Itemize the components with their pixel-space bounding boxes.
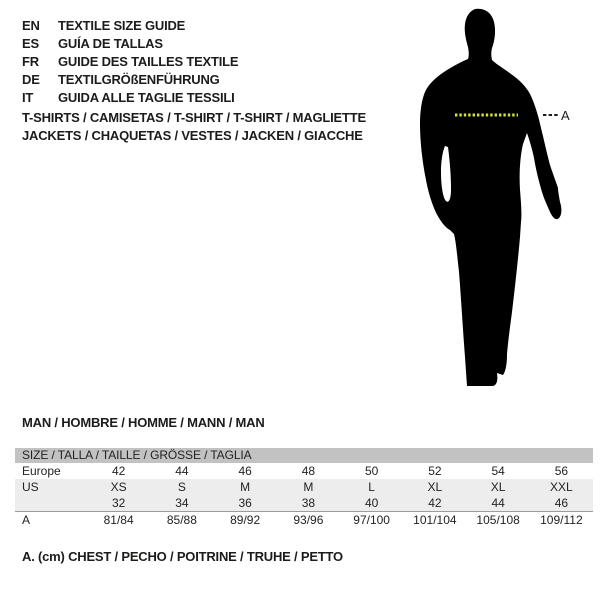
language-code: EN	[22, 17, 40, 33]
row-label: A	[22, 513, 31, 527]
table-cell: 48	[301, 464, 316, 478]
language-row	[22, 88, 238, 106]
section-title-man: MAN / HOMBRE / HOMME / MANN / MAN	[22, 415, 265, 430]
table-cell: 36	[238, 496, 252, 510]
table-cell: 52	[428, 464, 442, 478]
language-title: GUÍA DE TALLAS	[58, 35, 163, 51]
language-list	[22, 16, 238, 106]
man-silhouette-icon	[420, 9, 561, 386]
table-cell: 42	[111, 464, 126, 478]
table-cell: 44	[175, 464, 189, 478]
table-cell: M	[240, 480, 251, 494]
language-code: DE	[22, 71, 40, 87]
category-lines	[22, 109, 366, 145]
table-cell: 50	[364, 464, 379, 478]
language-row	[22, 16, 238, 34]
table-cell: XXL	[550, 480, 573, 494]
language-code: FR	[22, 53, 39, 69]
language-row	[22, 70, 238, 88]
table-cell: 46	[238, 464, 252, 478]
table-cell: 54	[491, 464, 505, 478]
table-cell: 105/108	[476, 513, 520, 527]
table-row-numeric	[15, 495, 593, 511]
language-row	[22, 34, 238, 52]
table-cell: 93/96	[293, 513, 324, 527]
table-cell: 38	[301, 496, 316, 510]
language-row	[22, 52, 238, 70]
category-line-jackets: JACKETS / CHAQUETAS / VESTES / JACKEN / GIACCHE	[22, 128, 363, 143]
size-table	[15, 448, 593, 529]
table-cell: 44	[491, 496, 505, 510]
row-label: US	[22, 480, 39, 494]
table-cell: XL	[490, 480, 506, 494]
table-cell: 81/84	[103, 513, 134, 527]
measure-label-a: A	[561, 108, 570, 123]
table-row-us	[15, 479, 593, 495]
table-cell: S	[177, 480, 186, 494]
table-cell: 34	[175, 496, 189, 510]
row-label: Europe	[22, 464, 61, 478]
language-title: TEXTILGRÖßENFÜHRUNG	[58, 71, 220, 87]
language-title: TEXTILE SIZE GUIDE	[58, 17, 186, 33]
language-title: GUIDE DES TAILLES TEXTILE	[58, 53, 239, 69]
table-cell: 97/100	[353, 513, 390, 527]
size-guide-figure	[415, 2, 575, 392]
table-cell: 40	[364, 496, 379, 510]
row-label	[15, 495, 87, 511]
table-cell: XS	[110, 480, 127, 494]
table-cell: 109/112	[540, 513, 583, 527]
language-code: ES	[22, 35, 39, 51]
footnote-chest-measure: A. (cm) CHEST / PECHO / POITRINE / TRUHE / PETTO	[22, 549, 343, 564]
language-title: GUIDA ALLE TAGLIE TESSILI	[58, 89, 235, 105]
table-cell: XL	[427, 480, 443, 494]
table-row-europe	[15, 463, 593, 479]
category-line-tshirts: T-SHIRTS / CAMISETAS / T-SHIRT / T-SHIRT / MAGLIETTE	[22, 110, 366, 125]
table-cell: 101/104	[413, 513, 457, 527]
language-code: IT	[22, 89, 34, 105]
table-cell: 42	[428, 496, 442, 510]
table-cell: 89/92	[230, 513, 261, 527]
table-cell: 46	[554, 496, 569, 510]
table-cell: 56	[554, 464, 569, 478]
table-row-a-chest	[15, 511, 593, 529]
table-cell: 32	[111, 496, 126, 510]
table-cell: L	[368, 480, 375, 494]
table-cell: M	[303, 480, 314, 494]
table-cell: 85/88	[166, 513, 197, 527]
size-table-header: SIZE / TALLA / TAILLE / GRÖSSE / TAGLIA	[15, 448, 593, 463]
